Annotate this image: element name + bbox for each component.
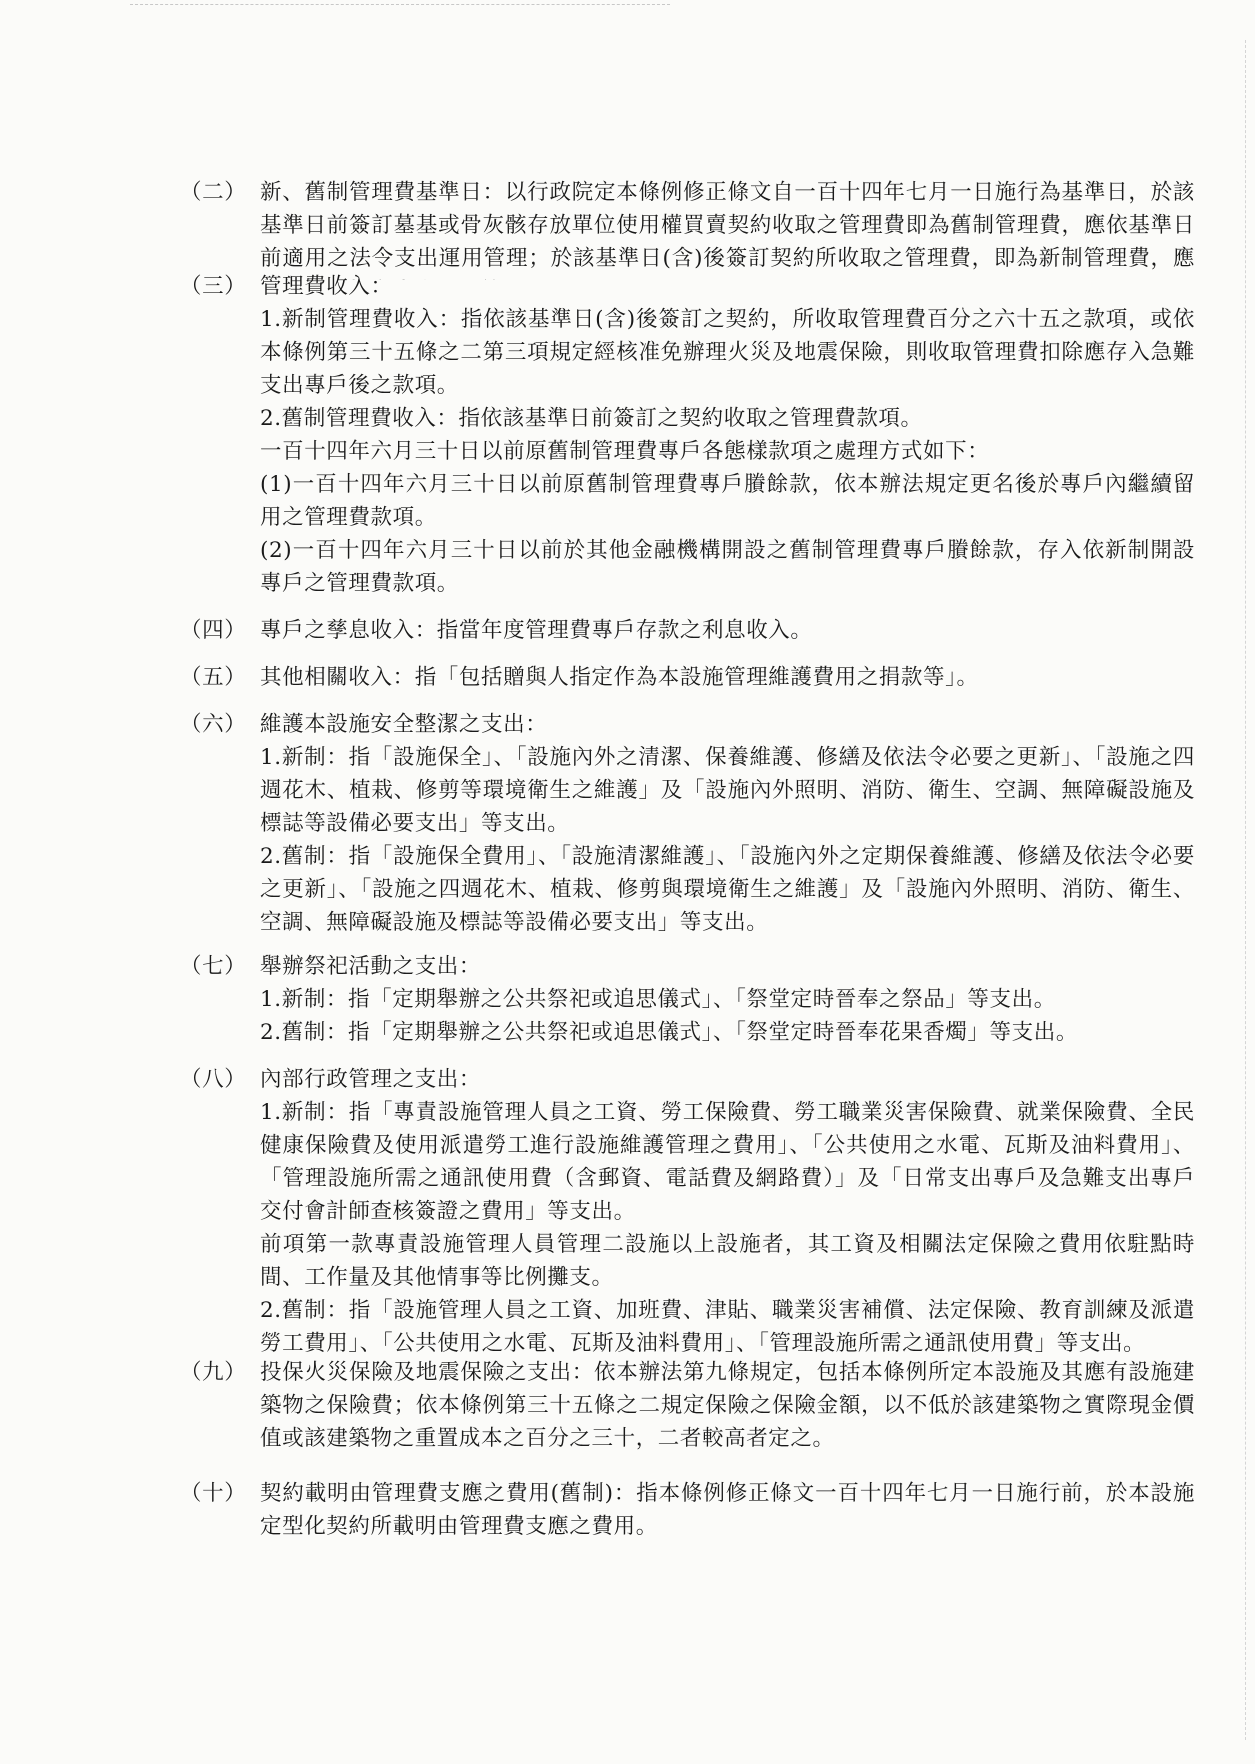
scan-edge-right [1245,40,1247,1740]
section-7 [180,950,1195,1049]
section-3 [180,270,1195,600]
section-number: （三） [180,274,247,299]
paragraph: 其他相關收入：指「包括贈與人指定作為本設施管理維護費用之捐款等」。 [260,665,979,690]
section-8 [180,1063,1195,1364]
paragraph: 一百十四年六月三十日以前原舊制管理費專戶各態樣款項之處理方式如下： [260,439,990,464]
section-number: （九） [180,1360,247,1385]
section-heading: 維護本設施安全整潔之支出： [260,712,548,737]
paragraph: 2.舊制：指「設施管理人員之工資、加班費、津貼、職業災害補償、法定保險、教育訓練及派遣勞工費用」、「公共使用之水電、瓦斯及油料費用」、「管理設施所需之通訊使用費」等支出。 [260,1298,1195,1356]
section-text-clipped [260,1294,1195,1364]
section-heading: 內部行政管理之支出： [260,1067,482,1092]
section-2 [180,176,1195,280]
section-5 [180,661,1195,694]
scan-edge-top [130,4,670,6]
paragraph: 2.舊制管理費收入：指依該基準日前簽訂之契約收取之管理費款項。 [260,406,923,431]
paragraph: 1.新制：指「設施保全」、「設施內外之清潔、保養維護、修繕及依法令必要之更新」、「設施之四週花木、植栽、修剪等環境衛生之維護」及「設施內外照明、消防、衛生、空調、無障礙設施及標誌等設備必要支出」等支出。 [260,745,1195,836]
section-4 [180,614,1195,647]
paragraph: 投保火災保險及地震保險之支出：依本辦法第九條規定，包括本條例所定本設施及其應有設施建築物之保險費；依本條例第三十五條之二規定保險之保險金額，以不低於該建築物之實際現金價值或該建築物之重置成本之百分之三十，二者較高者定之。 [260,1360,1195,1451]
section-number: （七） [180,954,247,979]
section-9 [180,1356,1195,1455]
paragraph: 新、舊制管理費基準日：以行政院定本條例修正條文自一百十四年七月一日施行為基準日，於該基準日前簽訂墓基或骨灰骸存放單位使用權買賣契約收取之管理費即為舊制管理費，應依基準日前適用之法令支出運用管理；於該基準日(含)後簽訂契約所收取之管理費，即為新制管理費，應 [260,180,1195,271]
paragraph: 2.舊制：指「設施保全費用」、「設施清潔維護」、「設施內外之定期保養維護、修繕及依法令必要之更新」、「設施之四週花木、植栽、修剪與環境衛生之維護」及「設施內外照明、消防、衛生、空調、無障礙設施及標誌等設備必要支出」等支出。 [260,844,1195,935]
paragraph: 1.新制管理費收入：指依該基準日(含)後簽訂之契約，所收取管理費百分之六十五之款項，或依本條例第三十五條之二第三項規定經核准免辦理火災及地震保險，則收取管理費扣除應存入急難支出專戶後之款項。 [260,307,1195,398]
paragraph: (1)一百十四年六月三十日以前原舊制管理費專戶賸餘款，依本辦法規定更名後於專戶內繼續留用之管理費款項。 [260,472,1195,530]
paragraph: 前項第一款專責設施管理人員管理二設施以上設施者，其工資及相關法定保險之費用依駐點時間、工作量及其他情事等比例攤支。 [260,1232,1195,1290]
section-heading: 管理費收入： [260,274,393,299]
paragraph: 1.新制：指「定期舉辦之公共祭祀或追思儀式」、「祭堂定時晉奉之祭品」等支出。 [260,987,1056,1012]
paragraph: 契約載明由管理費支應之費用(舊制)：指本條例修正條文一百十四年七月一日施行前，於本設施定型化契約所載明由管理費支應之費用。 [260,1481,1195,1539]
section-number: （六） [180,712,247,737]
section-text-clipped [260,176,1195,280]
section-number: （八） [180,1067,247,1092]
paragraph: (2)一百十四年六月三十日以前於其他金融機構開設之舊制管理費專戶賸餘款，存入依新制開設專戶之管理費款項。 [260,538,1195,596]
section-number: （十） [180,1481,247,1506]
document-body [180,176,1195,1543]
paragraph: 2.舊制：指「定期舉辦之公共祭祀或追思儀式」、「祭堂定時晉奉花果香燭」等支出。 [260,1020,1078,1045]
section-10 [180,1477,1195,1543]
section-heading: 舉辦祭祀活動之支出： [260,954,482,979]
section-number: （五） [180,665,247,690]
section-number: （四） [180,618,247,643]
paragraph: 專戶之孳息收入：指當年度管理費專戶存款之利息收入。 [260,618,813,643]
paragraph: 1.新制：指「專責設施管理人員之工資、勞工保險費、勞工職業災害保險費、就業保險費、全民健康保險費及使用派遣勞工進行設施維護管理之費用」、「公共使用之水電、瓦斯及油料費用」、「管理設施所需之通訊使用費（含郵資、電話費及網路費）」及「日常支出專戶及急難支出專戶交付會計師查核簽證之費用」等支出。 [260,1100,1195,1224]
section-number: （二） [180,180,247,205]
